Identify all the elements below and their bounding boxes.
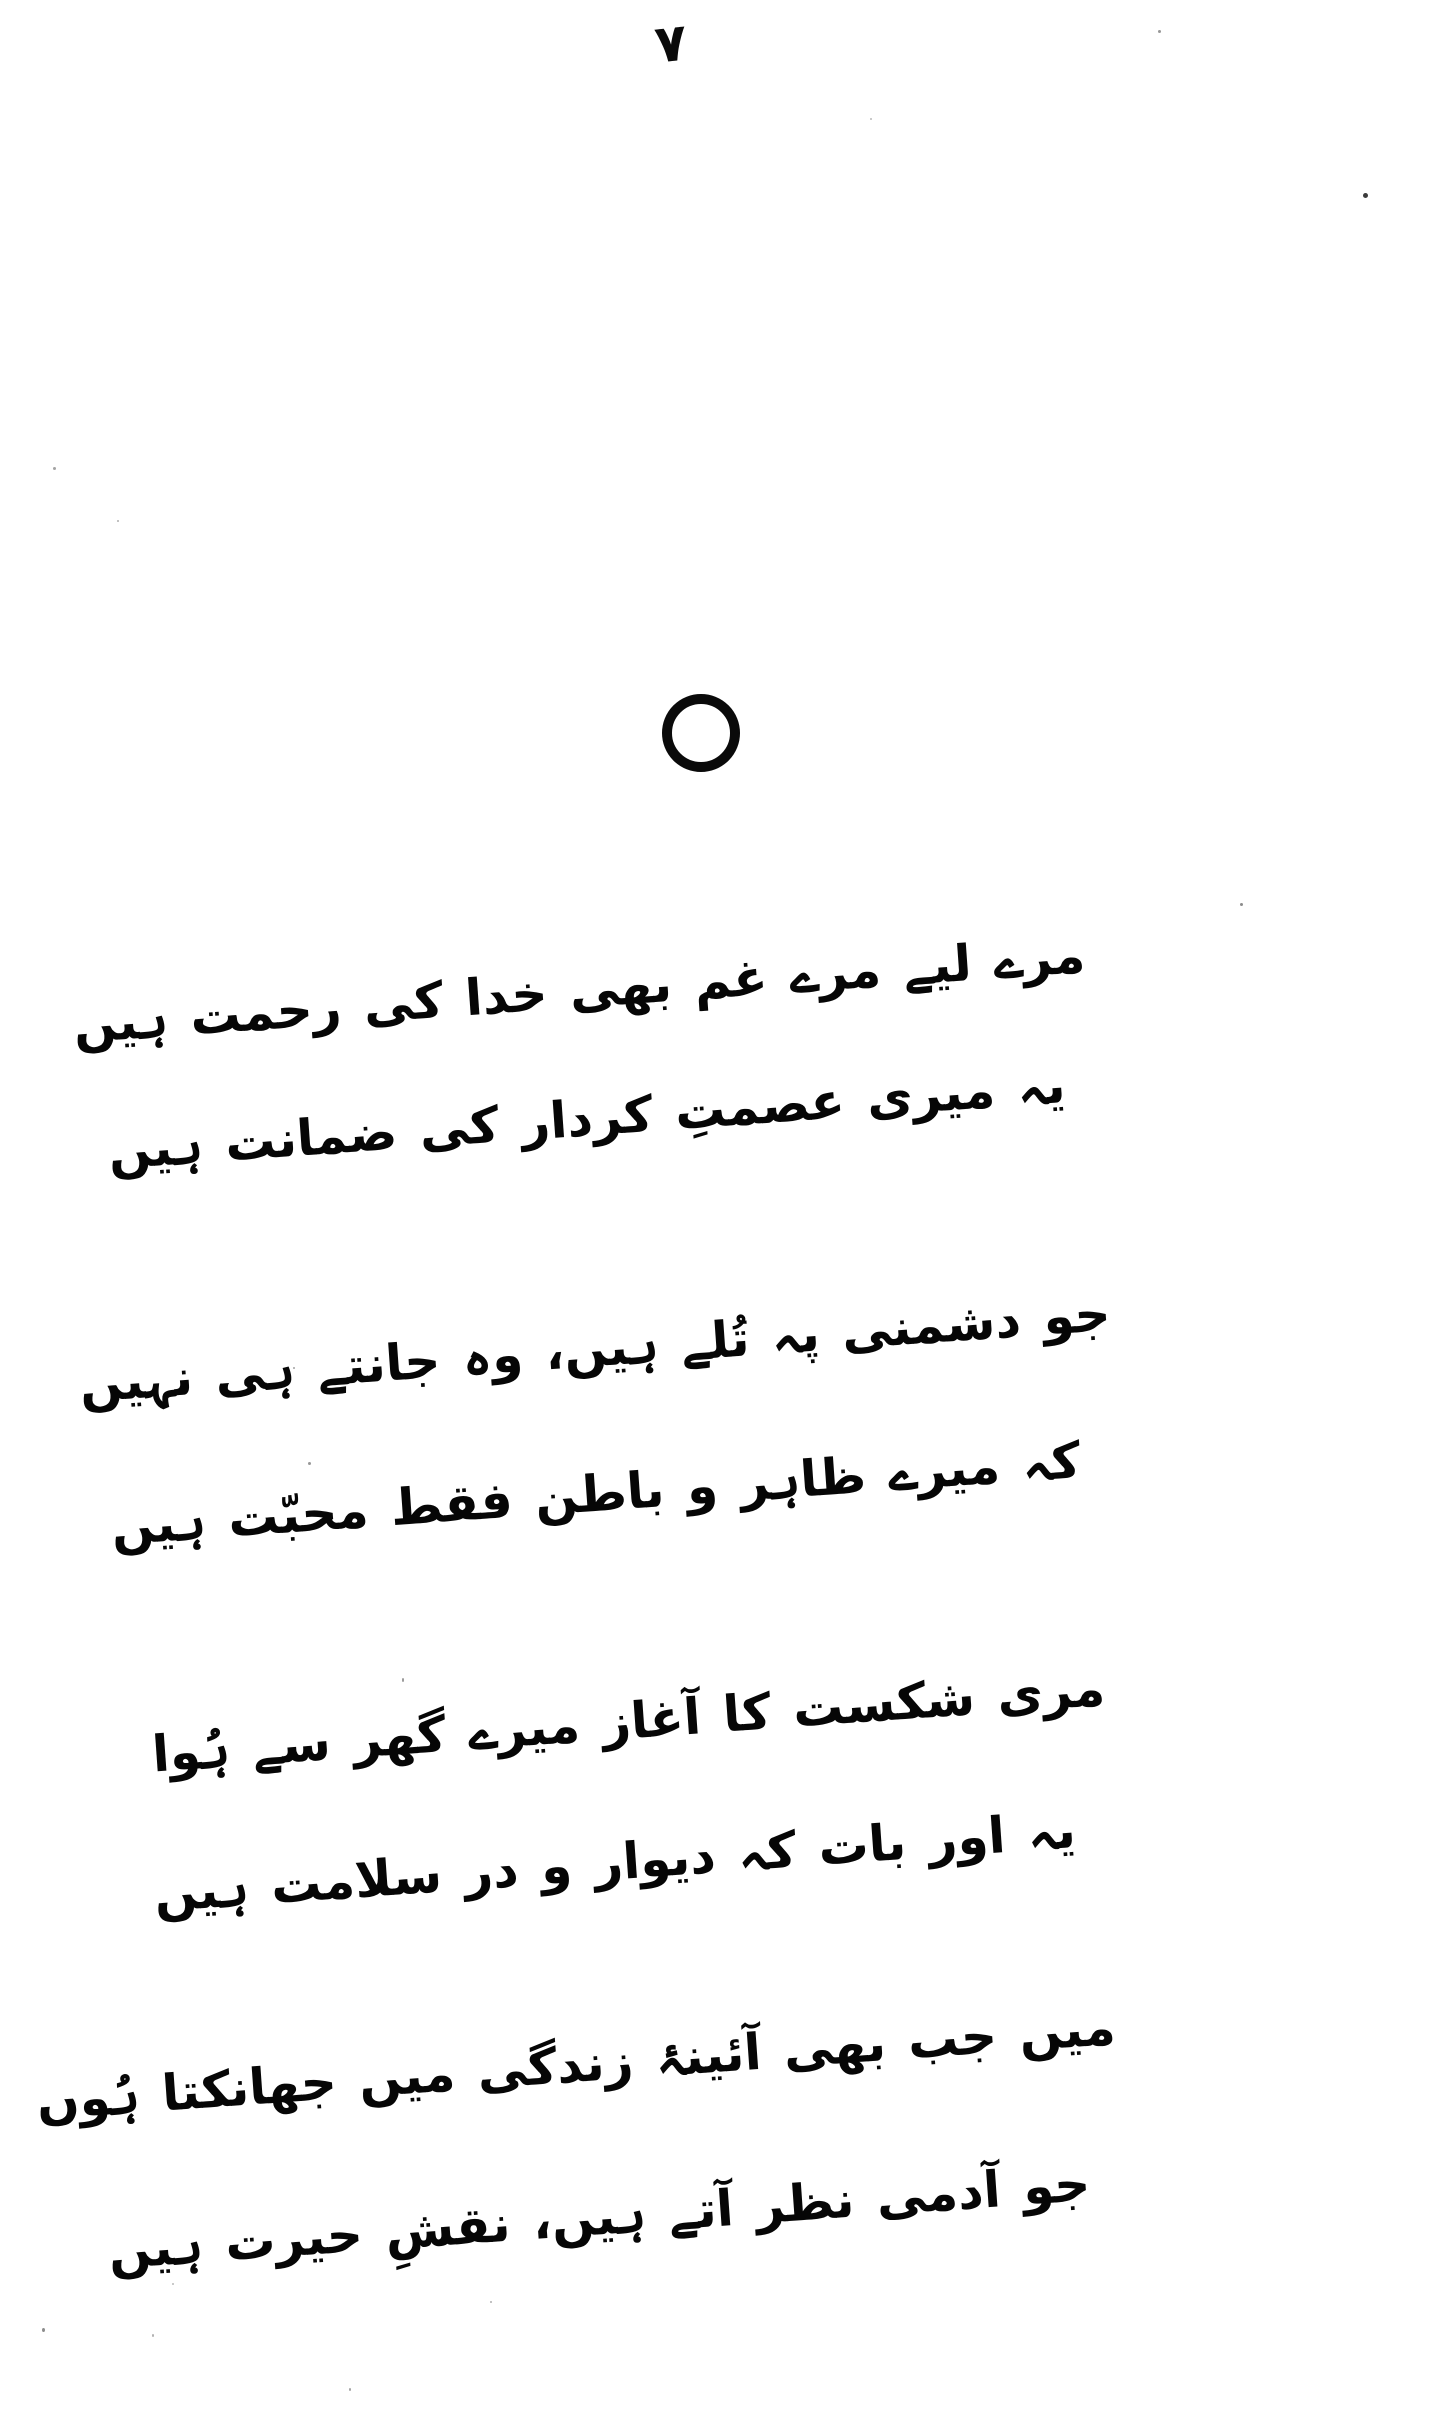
scan-speck bbox=[53, 467, 56, 470]
scan-speck bbox=[172, 2283, 174, 2285]
scan-speck bbox=[1158, 30, 1161, 33]
scan-speck bbox=[870, 118, 872, 120]
circle-ornament-icon bbox=[662, 694, 740, 772]
scan-speck bbox=[1240, 903, 1243, 906]
verse-line-5: مری شکست کا آغاز میرے گھر سے ہُوا bbox=[150, 1659, 1108, 1784]
scan-speck bbox=[117, 520, 119, 522]
verse-line-2: یہ میری عصمتِ کردار کی ضمانت ہیں bbox=[106, 1056, 1068, 1181]
scan-speck bbox=[152, 2334, 154, 2337]
scan-speck bbox=[490, 2301, 492, 2303]
verse-line-3: جو دشمنی پہ تُلے ہیں، وہ جانتے ہی نہیں bbox=[77, 1284, 1113, 1415]
scan-speck bbox=[349, 2388, 351, 2391]
page-number: ۷ bbox=[652, 12, 690, 76]
scan-speck bbox=[308, 1462, 311, 1465]
scan-speck bbox=[1363, 193, 1368, 198]
verse-line-4: کہ میرے ظاہر و باطن فقط محبّت ہیں bbox=[109, 1431, 1083, 1557]
verse-line-6: یہ اور بات کہ دیوار و در سلامت ہیں bbox=[151, 1801, 1078, 1924]
verse-line-8: جو آدمی نظر آتے ہیں، نقشِ حیرت ہیں bbox=[106, 2154, 1093, 2281]
verse-line-7: میں جب بھی آئینۂ زندگی میں جھانکتا ہُوں bbox=[34, 1998, 1118, 2132]
scan-speck bbox=[293, 1367, 295, 1369]
scan-speck bbox=[42, 2328, 45, 2332]
verse-line-1: مرے لیے مرے غم بھی خدا کی رحمت ہیں bbox=[71, 926, 1088, 1055]
scan-speck bbox=[402, 1678, 404, 1682]
